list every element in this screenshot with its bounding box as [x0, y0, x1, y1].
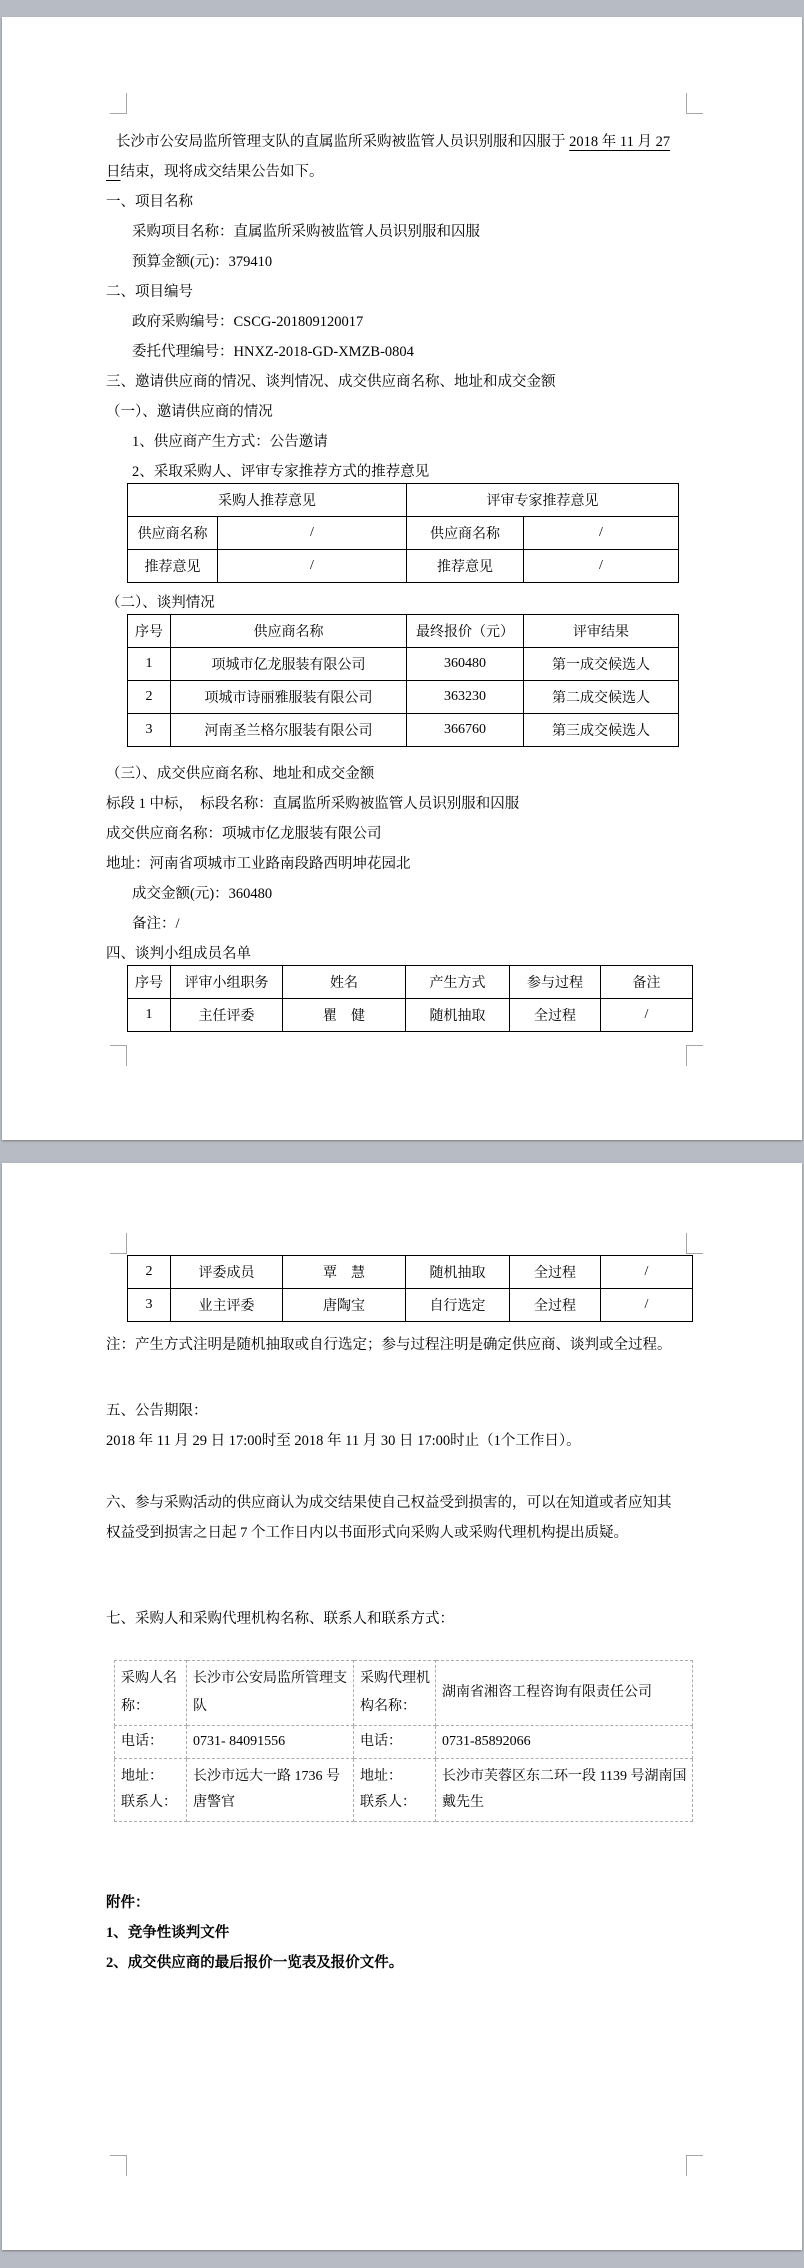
cell: 366760 [407, 714, 524, 747]
page-1 [2, 17, 802, 1140]
contact-table [114, 1660, 693, 1822]
margin-mark-bottom-left-icon [110, 1045, 127, 1066]
cell: 供应商名称 [407, 517, 524, 550]
margin-mark-top-left-icon [110, 1233, 127, 1254]
announcement-period-line: 2018 年 11 月 29 日 17:00时至 2018 年 11 月 30 日 17:00时止（1个工作日）。 [106, 1433, 581, 1449]
section-3-3-heading: （三）、成交供应商名称、地址和成交金额 [106, 766, 375, 782]
page-2 [2, 1163, 802, 2250]
header-cell: 姓名 [283, 966, 406, 999]
cell: 全过程 [510, 1289, 601, 1322]
panel-table-page2 [127, 1255, 693, 1322]
page-2-content [106, 1255, 687, 1978]
agency-phone-value: 0731-85892066 [436, 1726, 693, 1759]
attachment-item-1: 1、竞争性谈判文件 [106, 1925, 230, 1941]
gov-procurement-code-line: 政府采购编号：CSCG-201809120017 [132, 314, 364, 330]
table-row [128, 999, 693, 1032]
section-3-1-heading: （一）、邀请供应商的情况 [106, 404, 273, 420]
cell: 3 [128, 1289, 171, 1322]
attachment-item-2: 2、成交供应商的最后报价一览表及报价文件。 [106, 1955, 404, 1971]
purchaser-address-contact-label [115, 1759, 187, 1822]
table-header-row [128, 615, 679, 648]
table-header-row [128, 484, 679, 517]
cell: 随机抽取 [406, 1256, 510, 1289]
winner-address-line: 地址：河南省项城市工业路南段路西明坤花园北 [106, 856, 411, 872]
margin-mark-bottom-right-icon [686, 2155, 703, 2176]
table-header-row [128, 966, 693, 999]
section-4-heading: 四、谈判小组成员名单 [106, 946, 251, 962]
panel-note-line: 注：产生方式注明是随机抽取或自行选定；参与过程注明是确定供应商、谈判或全过程。 [106, 1337, 672, 1353]
agency-address-contact-label [354, 1759, 436, 1822]
bid-section-line: 标段 1 中标， 标段名称：直属监所采购被监管人员识别服和囚服 [106, 796, 520, 812]
agency-address-contact-value [436, 1759, 693, 1822]
cell: 唐陶宝 [283, 1289, 406, 1322]
cell: 363230 [407, 681, 524, 714]
section-3-2-heading: （二）、谈判情况 [106, 595, 215, 611]
table-row [115, 1759, 693, 1822]
cell: 覃 慧 [283, 1256, 406, 1289]
intro-underlined-day: 日 [106, 164, 121, 180]
contact-person-value: 唐警官 [193, 1795, 235, 1810]
contact-person-label: 联系人： [360, 1795, 416, 1810]
cell: 1 [128, 648, 171, 681]
cell: 第三成交候选人 [524, 714, 679, 747]
header-cell: 评审结果 [524, 615, 679, 648]
cell: 全过程 [510, 1256, 601, 1289]
margin-mark-top-right-icon [686, 93, 703, 114]
purchaser-phone-label: 电话： [115, 1726, 187, 1759]
header-cell: 参与过程 [510, 966, 601, 999]
cell: 第二成交候选人 [524, 681, 679, 714]
agency-name-label: 采购代理机构名称： [354, 1661, 436, 1726]
section-2-heading: 二、项目编号 [106, 284, 193, 300]
cell: 主任评委 [171, 999, 283, 1032]
table-row [128, 550, 679, 583]
agency-name-value: 湖南省湘咨工程咨询有限责任公司 [436, 1661, 693, 1726]
remark-line: 备注：/ [132, 916, 180, 932]
section-5-heading: 五、公告期限： [106, 1403, 208, 1419]
intro-text: 长沙市公安局监所管理支队的直属监所采购被监管人员识别服和囚服于 [116, 134, 570, 150]
cell: 1 [128, 999, 171, 1032]
winner-name-line: 成交供应商名称：项城市亿龙服装有限公司 [106, 826, 382, 842]
contact-person-label: 联系人： [121, 1795, 177, 1810]
table-row [128, 648, 679, 681]
cell: 360480 [407, 648, 524, 681]
intro-line-1 [106, 127, 684, 157]
header-cell: 备注 [601, 966, 693, 999]
cell: 项城市亿龙服装有限公司 [171, 648, 407, 681]
cell: / [601, 1289, 693, 1322]
header-cell: 序号 [128, 966, 171, 999]
header-cell: 最终报价（元） [407, 615, 524, 648]
address-value: 长沙市芙蓉区东二环一段 1139 号湖南国 [442, 1769, 687, 1784]
table-row [115, 1726, 693, 1759]
agency-phone-label: 电话： [354, 1726, 436, 1759]
purchaser-address-contact-value [187, 1759, 354, 1822]
margin-mark-bottom-left-icon [110, 2155, 127, 2176]
table-row [128, 714, 679, 747]
section-1-heading: 一、项目名称 [106, 194, 193, 210]
cell: / [601, 1256, 693, 1289]
header-cell: 评审专家推荐意见 [407, 484, 679, 517]
table-row [115, 1661, 693, 1726]
cell: 推荐意见 [128, 550, 218, 583]
margin-mark-bottom-right-icon [686, 1045, 703, 1066]
cell: 供应商名称 [128, 517, 218, 550]
cell: 2 [128, 1256, 171, 1289]
cell: 业主评委 [171, 1289, 283, 1322]
intro-line-2 [106, 157, 684, 187]
project-name-line: 采购项目名称：直属监所采购被监管人员识别服和囚服 [132, 224, 480, 240]
section-3-heading: 三、邀请供应商的情况、谈判情况、成交供应商名称、地址和成交金额 [106, 374, 556, 390]
purchaser-name-value: 长沙市公安局监所管理支队 [187, 1661, 354, 1726]
section-6-paragraph: 六、参与采购活动的供应商认为成交结果使自己权益受到损害的，可以在知道或者应知其权益受到损害之日起 7 个工作日内以书面形式向采购人或采购代理机构提出质疑。 [106, 1495, 672, 1541]
address-value: 长沙市远大一路 1736 号 [193, 1769, 340, 1784]
cell: 河南圣兰格尔服装有限公司 [171, 714, 407, 747]
table-row [128, 681, 679, 714]
cell: 项城市诗丽雅服装有限公司 [171, 681, 407, 714]
cell: / [218, 550, 407, 583]
page-1-content [106, 127, 684, 1032]
margin-mark-top-right-icon [686, 1233, 703, 1254]
agency-code-line: 委托代理编号：HNXZ-2018-GD-XMZB-0804 [132, 344, 414, 360]
negotiation-table [127, 614, 679, 747]
cell: / [601, 999, 693, 1032]
cell: 2 [128, 681, 171, 714]
recommendation-intro-line: 2、采取采购人、评审专家推荐方式的推荐意见 [132, 464, 430, 480]
budget-line: 预算金额(元)：379410 [132, 254, 273, 270]
header-cell: 采购人推荐意见 [128, 484, 407, 517]
margin-mark-top-left-icon [110, 93, 127, 114]
cell: / [524, 550, 679, 583]
intro-text-rest: 结束，现将成交结果公告如下。 [120, 164, 324, 180]
contact-person-value: 戴先生 [442, 1795, 484, 1810]
purchaser-phone-value: 0731- 84091556 [187, 1726, 354, 1759]
cell: 推荐意见 [407, 550, 524, 583]
cell: 全过程 [510, 999, 601, 1032]
cell: / [218, 517, 407, 550]
table-row [128, 517, 679, 550]
cell: 自行选定 [406, 1289, 510, 1322]
header-cell: 供应商名称 [171, 615, 407, 648]
table-row [128, 1256, 693, 1289]
address-label: 地址： [360, 1769, 402, 1784]
intro-underlined-date: 2018 年 11 月 27 [569, 134, 671, 150]
address-label: 地址： [121, 1769, 163, 1784]
cell: 随机抽取 [406, 999, 510, 1032]
cell: 瞿 健 [283, 999, 406, 1032]
header-cell: 产生方式 [406, 966, 510, 999]
panel-table-page1 [127, 965, 693, 1032]
table-row [128, 1289, 693, 1322]
section-7-heading: 七、采购人和采购代理机构名称、联系人和联系方式： [106, 1611, 454, 1627]
cell: 3 [128, 714, 171, 747]
attachments-title: 附件： [106, 1895, 150, 1911]
header-cell: 序号 [128, 615, 171, 648]
cell: / [524, 517, 679, 550]
cell: 第一成交候选人 [524, 648, 679, 681]
supplier-method-line: 1、供应商产生方式：公告邀请 [132, 434, 328, 450]
header-cell: 评审小组职务 [171, 966, 283, 999]
purchaser-name-label: 采购人名称： [115, 1661, 187, 1726]
recommendation-table [127, 483, 679, 583]
deal-amount-line: 成交金额(元)：360480 [132, 886, 273, 902]
cell: 评委成员 [171, 1256, 283, 1289]
